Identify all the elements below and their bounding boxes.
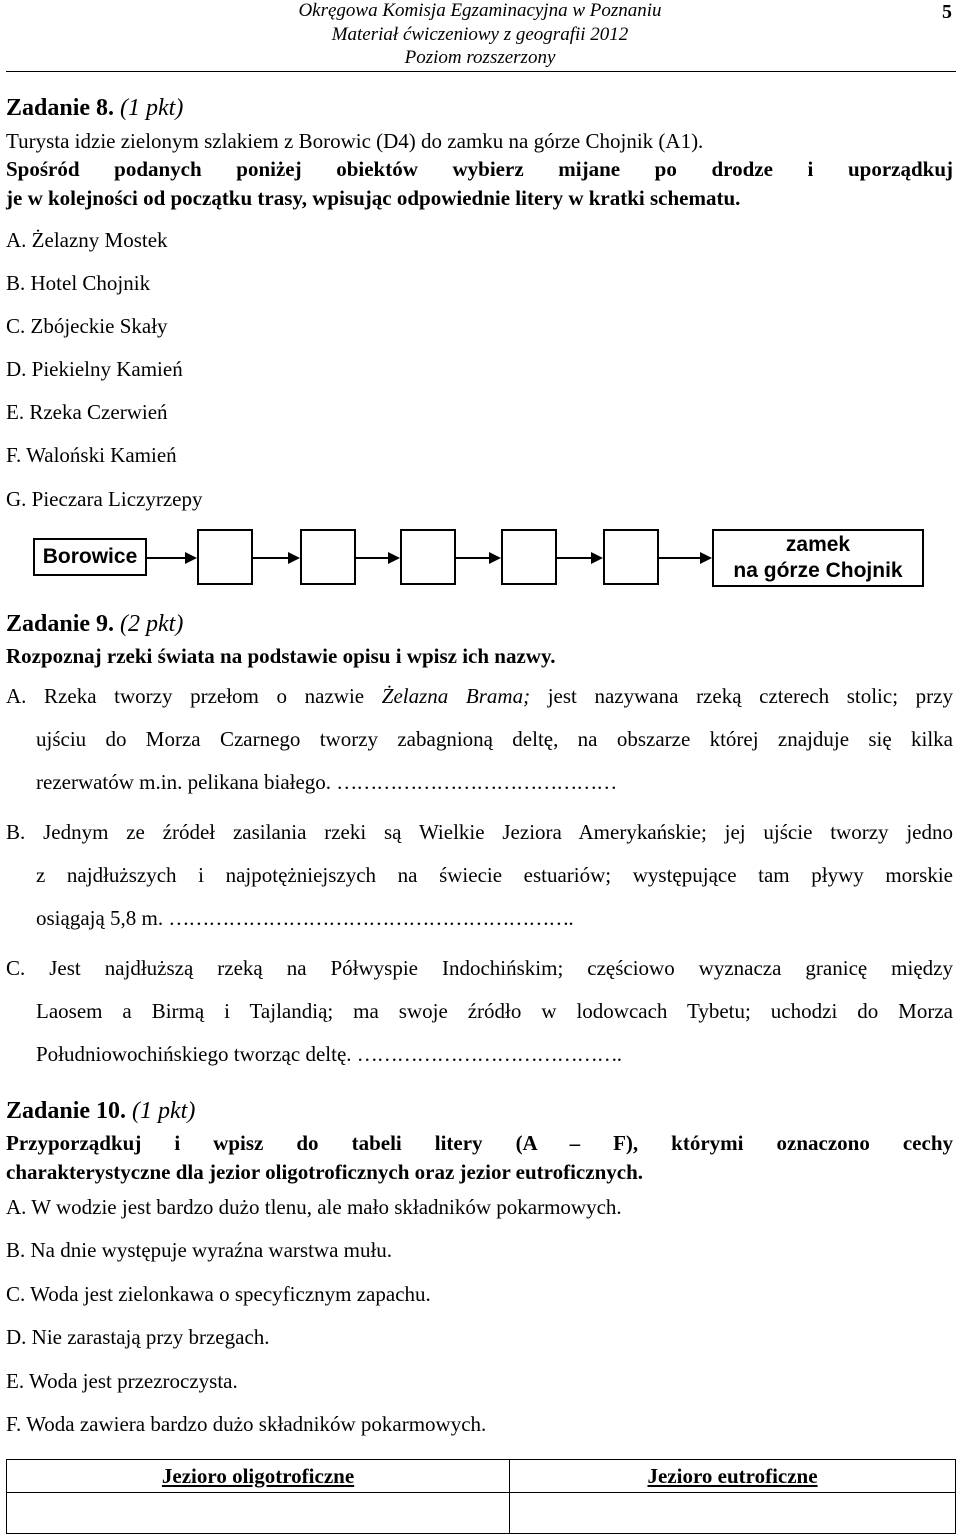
task8-points: (1 pkt) [120, 95, 184, 121]
answer-line-b[interactable]: ……………………………………………………. [168, 906, 573, 930]
task9-b-line3: osiągają 5,8 m. ……………………………………………………. [36, 906, 573, 930]
task9-title: Zadanie 9. [6, 611, 115, 637]
schema-answer-box-4[interactable] [501, 529, 557, 585]
task9-points: (2 pkt) [120, 611, 184, 637]
task10-item-b: B. Na dnie występuje wyraźna warstwa mułu. [6, 1238, 393, 1262]
task8-instruction-line1: Spośród podanych poniżej obiektów wybierz mijane po drodze i uporządkuj [6, 157, 953, 181]
task9-heading [6, 611, 183, 638]
task10-item-e: E. Woda jest przezroczysta. [6, 1369, 238, 1393]
answer-cell-eutrophic[interactable] [510, 1493, 956, 1534]
task9-a-line3: rezerwatów m.in. pelikana białego. …………………………………… [36, 770, 617, 794]
schema-answer-box-3[interactable] [400, 529, 456, 585]
task10-title: Zadanie 10. [6, 1098, 127, 1124]
task9-b-line1: B. Jednym ze źródeł zasilania rzeki są Wielkie Jeziora Amerykańskie; jej ujście tworzy jedno [6, 820, 953, 844]
schema-arrow [659, 557, 710, 559]
task9-c-line1: C. Jest najdłuższą rzeką na Półwyspie Indochińskim; częściowo wyznacza granicę między [6, 956, 953, 980]
schema-answer-box-2[interactable] [300, 529, 356, 585]
task8-title: Zadanie 8. [6, 95, 115, 121]
task10-instruction-line2: charakterystyczne dla jezior oligotroficznych oraz jezior eutroficznych. [6, 1160, 644, 1184]
level-header: Poziom rozszerzony [404, 47, 556, 68]
task10-item-a: A. W wodzie jest bardzo dużo tlenu, ale mało składników pokarmowych. [6, 1195, 622, 1219]
task8-heading [6, 95, 183, 122]
task8-item-c: C. Zbójeckie Skały [6, 314, 168, 338]
task9-a-line1: A. Rzeka tworzy przełom o nazwie Żelazna Brama; jest nazywana rzeką czterech stolic; przy [6, 684, 953, 708]
task10-item-f: F. Woda zawiera bardzo dużo składników pokarmowych. [6, 1412, 487, 1436]
task9-c-line2: Laosem a Birmą i Tajlandią; ma swoje źródło w lodowcach Tybetu; uchodzi do Morza [36, 999, 953, 1023]
task8-item-b: B. Hotel Chojnik [6, 271, 151, 295]
answer-table [6, 1459, 956, 1534]
schema-answer-box-5[interactable] [603, 529, 659, 585]
header-divider [6, 71, 956, 72]
task8-intro: Turysta idzie zielonym szlakiem z Borowic (D4) do zamku na górze Chojnik (A1). [6, 129, 704, 153]
page-number: 5 [942, 1, 952, 23]
task10-item-d: D. Nie zarastają przy brzegach. [6, 1325, 270, 1349]
task10-item-c: C. Woda jest zielonkawa o specyficznym zapachu. [6, 1282, 431, 1306]
task10-heading [6, 1098, 195, 1125]
answer-line-c[interactable]: …………………………………. [356, 1042, 622, 1066]
schema-arrow [253, 557, 298, 559]
schema-end-box [712, 529, 924, 587]
task8-instruction-line2: je w kolejności od początku trasy, wpisując odpowiednie litery w kratki schematu. [6, 186, 741, 210]
task10-points: (1 pkt) [132, 1098, 196, 1124]
task9-a-line2: ujściu do Morza Czarnego tworzy zabagnioną deltę, na obszarze której znajduje się kilka [36, 727, 953, 751]
exam-board-header: Okręgowa Komisja Egzaminacyjna w Poznaniu [298, 0, 662, 21]
answer-line-a[interactable]: …………………………………… [336, 770, 617, 794]
task8-item-g: G. Pieczara Liczyrzepy [6, 487, 203, 511]
schema-arrow [557, 557, 601, 559]
schema-answer-box-1[interactable] [197, 529, 253, 585]
task10-instruction-line1: Przyporządkuj i wpisz do tabeli litery (A – F), którymi oznaczono cechy [6, 1131, 953, 1155]
schema-arrow [456, 557, 499, 559]
task8-item-d: D. Piekielny Kamień [6, 357, 183, 381]
task8-item-a: A. Żelazny Mostek [6, 228, 168, 252]
task8-item-e: E. Rzeka Czerwień [6, 400, 168, 424]
answer-cell-oligotrophic[interactable] [7, 1493, 510, 1534]
task9-b-line2: z najdłuższych i najpotężniejszych na świecie estuariów; występujące tam pływy morskie [36, 863, 953, 887]
material-title-header: Materiał ćwiczeniowy z geografii 2012 [331, 24, 629, 45]
schema-end-label-line2: na górze Chojnik [733, 559, 903, 582]
table-header-eutrophic: Jezioro eutroficzne [510, 1460, 956, 1493]
table-header-oligotrophic: Jezioro oligotroficzne [7, 1460, 510, 1493]
task9-c-line3: Południowochińskiego tworząc deltę. …………………………………. [36, 1042, 622, 1066]
schema-start-box: Borowice [33, 538, 147, 576]
schema-end-label-line1: zamek [785, 533, 851, 556]
task8-item-f: F. Waloński Kamień [6, 443, 177, 467]
schema-arrow [147, 557, 195, 559]
task9-instruction: Rozpoznaj rzeki świata na podstawie opisu i wpisz ich nazwy. [6, 644, 556, 668]
schema-arrow [356, 557, 398, 559]
